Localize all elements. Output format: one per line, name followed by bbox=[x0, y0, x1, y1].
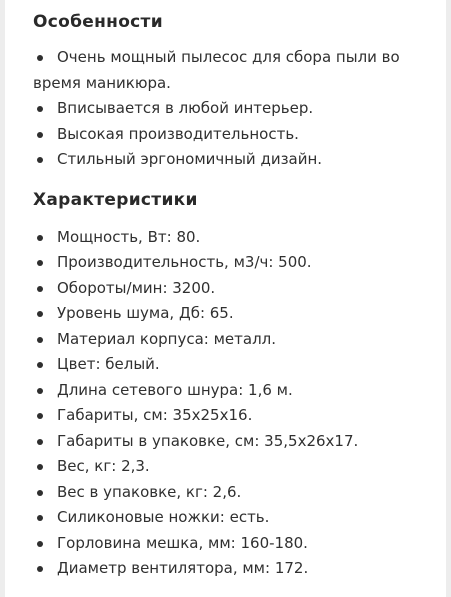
bullet-icon bbox=[37, 515, 43, 521]
features-heading: Особенности bbox=[33, 12, 163, 32]
list-item: Очень мощный пылесос для сбора пыли во время маникюра. bbox=[33, 48, 400, 92]
list-item: Обороты/мин: 3200. bbox=[33, 276, 438, 302]
left-edge-shadow bbox=[0, 0, 5, 597]
bullet-icon bbox=[37, 157, 43, 163]
list-item: Вес в упаковке, кг: 2,6. bbox=[33, 480, 438, 506]
bullet-icon bbox=[37, 235, 43, 241]
bullet-icon bbox=[37, 311, 43, 317]
list-item: Уровень шума, Дб: 65. bbox=[33, 301, 438, 327]
list-item: Диаметр вентилятора, мм: 172. bbox=[33, 556, 438, 582]
list-item: Производительность, м3/ч: 500. bbox=[33, 250, 438, 276]
list-item: Мощность, Вт: 80. bbox=[33, 225, 438, 251]
bullet-icon bbox=[37, 566, 43, 572]
list-item: Габариты в упаковке, см: 35,5x26x17. bbox=[33, 429, 438, 455]
list-item: Цвет: белый. bbox=[33, 352, 438, 378]
right-edge-shadow bbox=[446, 0, 451, 597]
list-item: Габариты, см: 35x25x16. bbox=[33, 403, 438, 429]
bullet-icon bbox=[37, 388, 43, 394]
list-item: Силиконовые ножки: есть. bbox=[33, 505, 438, 531]
features-list bbox=[33, 45, 438, 173]
list-item: Материал корпуса: металл. bbox=[33, 327, 438, 353]
specs-list bbox=[33, 225, 438, 582]
bullet-icon bbox=[37, 286, 43, 292]
bullet-icon bbox=[37, 337, 43, 343]
bullet-icon bbox=[37, 413, 43, 419]
bullet-icon bbox=[37, 490, 43, 496]
bullet-icon bbox=[37, 439, 43, 445]
bullet-icon bbox=[37, 106, 43, 112]
list-item: Высокая производительность. bbox=[33, 122, 438, 148]
product-description bbox=[33, 0, 438, 582]
bullet-icon bbox=[37, 541, 43, 547]
bullet-icon bbox=[37, 464, 43, 470]
list-item: Вписывается в любой интерьер. bbox=[33, 96, 438, 122]
bullet-icon bbox=[37, 132, 43, 138]
specs-heading: Характеристики bbox=[33, 189, 198, 210]
list-item: Длина сетевого шнура: 1,6 м. bbox=[33, 378, 438, 404]
list-item: Вес, кг: 2,3. bbox=[33, 454, 438, 480]
bullet-icon bbox=[37, 260, 43, 266]
list-item: Горловина мешка, мм: 160-180. bbox=[33, 531, 438, 557]
list-item: Стильный эргономичный дизайн. bbox=[33, 147, 438, 173]
bullet-icon bbox=[37, 362, 43, 368]
bullet-icon bbox=[37, 55, 43, 61]
